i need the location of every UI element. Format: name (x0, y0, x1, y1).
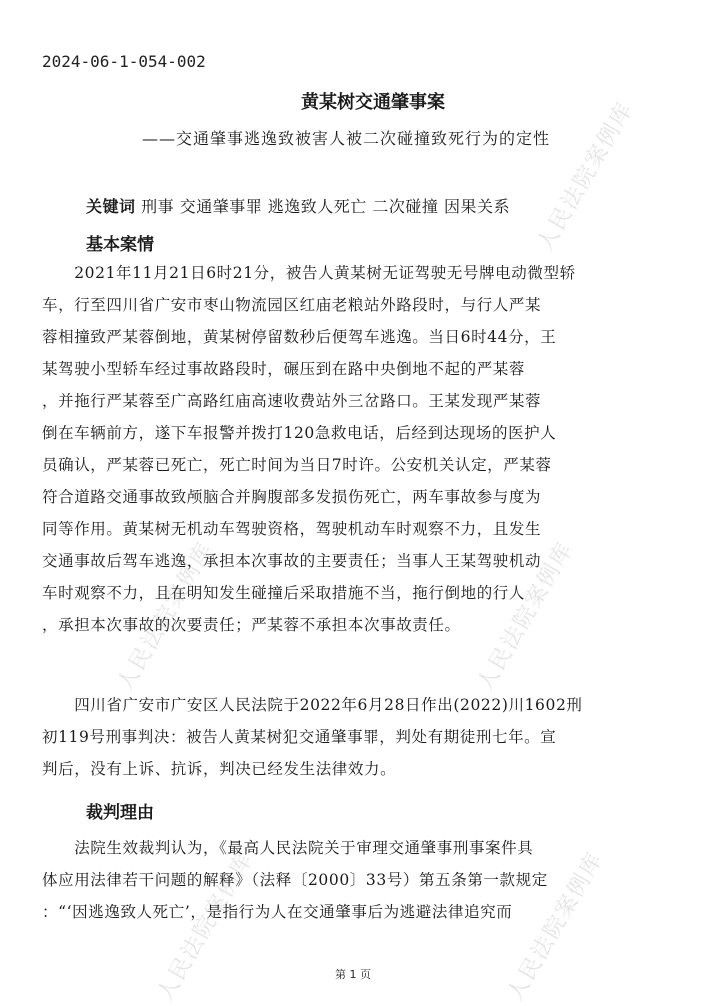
keywords-label: 关键词 (86, 197, 136, 216)
text-line: 初119号刑事判决：被告人黄某树犯交通肇事罪，判处有期徒刑七年。宣 (42, 728, 557, 746)
text-line: 交通事故后驾车逃逸，承担本次事故的主要责任；当事人王某驾驶机动 (42, 552, 542, 570)
text-line: ：“‘因逃逸致人死亡’，是指行为人在交通肇事后为逃避法律追究而 (42, 903, 513, 921)
page-number: 第 1 页 (335, 968, 371, 981)
text-line: 蓉相撞致严某蓉倒地，黄某树停留数秒后便驾车逃逸。当日6时44分，王 (42, 328, 557, 346)
page-title: 黄某树交通肇事案 (301, 92, 445, 113)
keywords-line (86, 194, 510, 217)
page-subtitle: ——交通肇事逃逸致被害人被二次碰撞致死行为的定性 (142, 129, 551, 148)
watermark: 人民法院案例库 (472, 537, 579, 696)
watermark: 人民法院案例库 (532, 97, 639, 256)
text-line: 某驾驶小型轿车经过事故路段时，碾压到在路中央倒地不起的严某蓉 (42, 360, 526, 378)
text-line: 车时观察不力，且在明知发生碰撞后采取措施不当，拖行倒地的行人 (42, 584, 526, 602)
text-line: 员确认，严某蓉已死亡，死亡时间为当日7时许。公安机关认定，严某蓉 (42, 456, 552, 474)
text-line: 符合道路交通事故致颅脑合并胸腹部多发损伤死亡，两车事故参与度为 (42, 488, 542, 506)
document-id: 2024-06-1-054-002 (42, 52, 206, 71)
keywords-text: 刑事 交通肇事罪 逃逸致人死亡 二次碰撞 因果关系 (135, 197, 510, 216)
section-heading-reasoning: 裁判理由 (86, 803, 154, 823)
watermark: 人民法院案例库 (152, 847, 259, 1006)
section-heading-basic-facts: 基本案情 (86, 235, 154, 255)
text-line: 同等作用。黄某树无机动车驾驶资格，驾驶机动车时观察不力，且发生 (42, 520, 542, 538)
text-line: ，承担本次事故的次要责任；严某蓉不承担本次事故责任。 (42, 616, 461, 634)
paragraph-basic-facts-1 (42, 257, 660, 641)
text-line: 四川省广安市广安区人民法院于2022年6月28日作出(2022)川1602刑 (42, 696, 583, 714)
text-line: 车，行至四川省广安市枣山物流园区红庙老粮站外路段时，与行人严某 (42, 296, 542, 314)
text-line: 法院生效裁判认为，《最高人民法院关于审理交通肇事刑事案件具 (42, 839, 534, 857)
watermark: 人民法院案例库 (502, 847, 609, 1006)
text-line: ，并拖行严某蓉至广高路红庙高速收费站外三岔路口。王某发现严某蓉 (42, 392, 542, 410)
text-line: 倒在车辆前方，遂下车报警并拨打120急救电话，后经到达现场的医护人 (42, 424, 557, 442)
text-line: 体应用法律若干问题的解释》（法释〔2000〕33号）第五条第一款规定 (42, 871, 548, 889)
paragraph-basic-facts-2 (42, 689, 660, 785)
watermark: 人民法院案例库 (112, 537, 219, 696)
paragraph-reasoning-1 (42, 832, 660, 928)
text-line: 判后，没有上诉、抗诉，判决已经发生法律效力。 (42, 760, 397, 778)
text-line: 2021年11月21日6时21分，被告人黄某树无证驾驶无号牌电动微型轿 (42, 264, 576, 282)
